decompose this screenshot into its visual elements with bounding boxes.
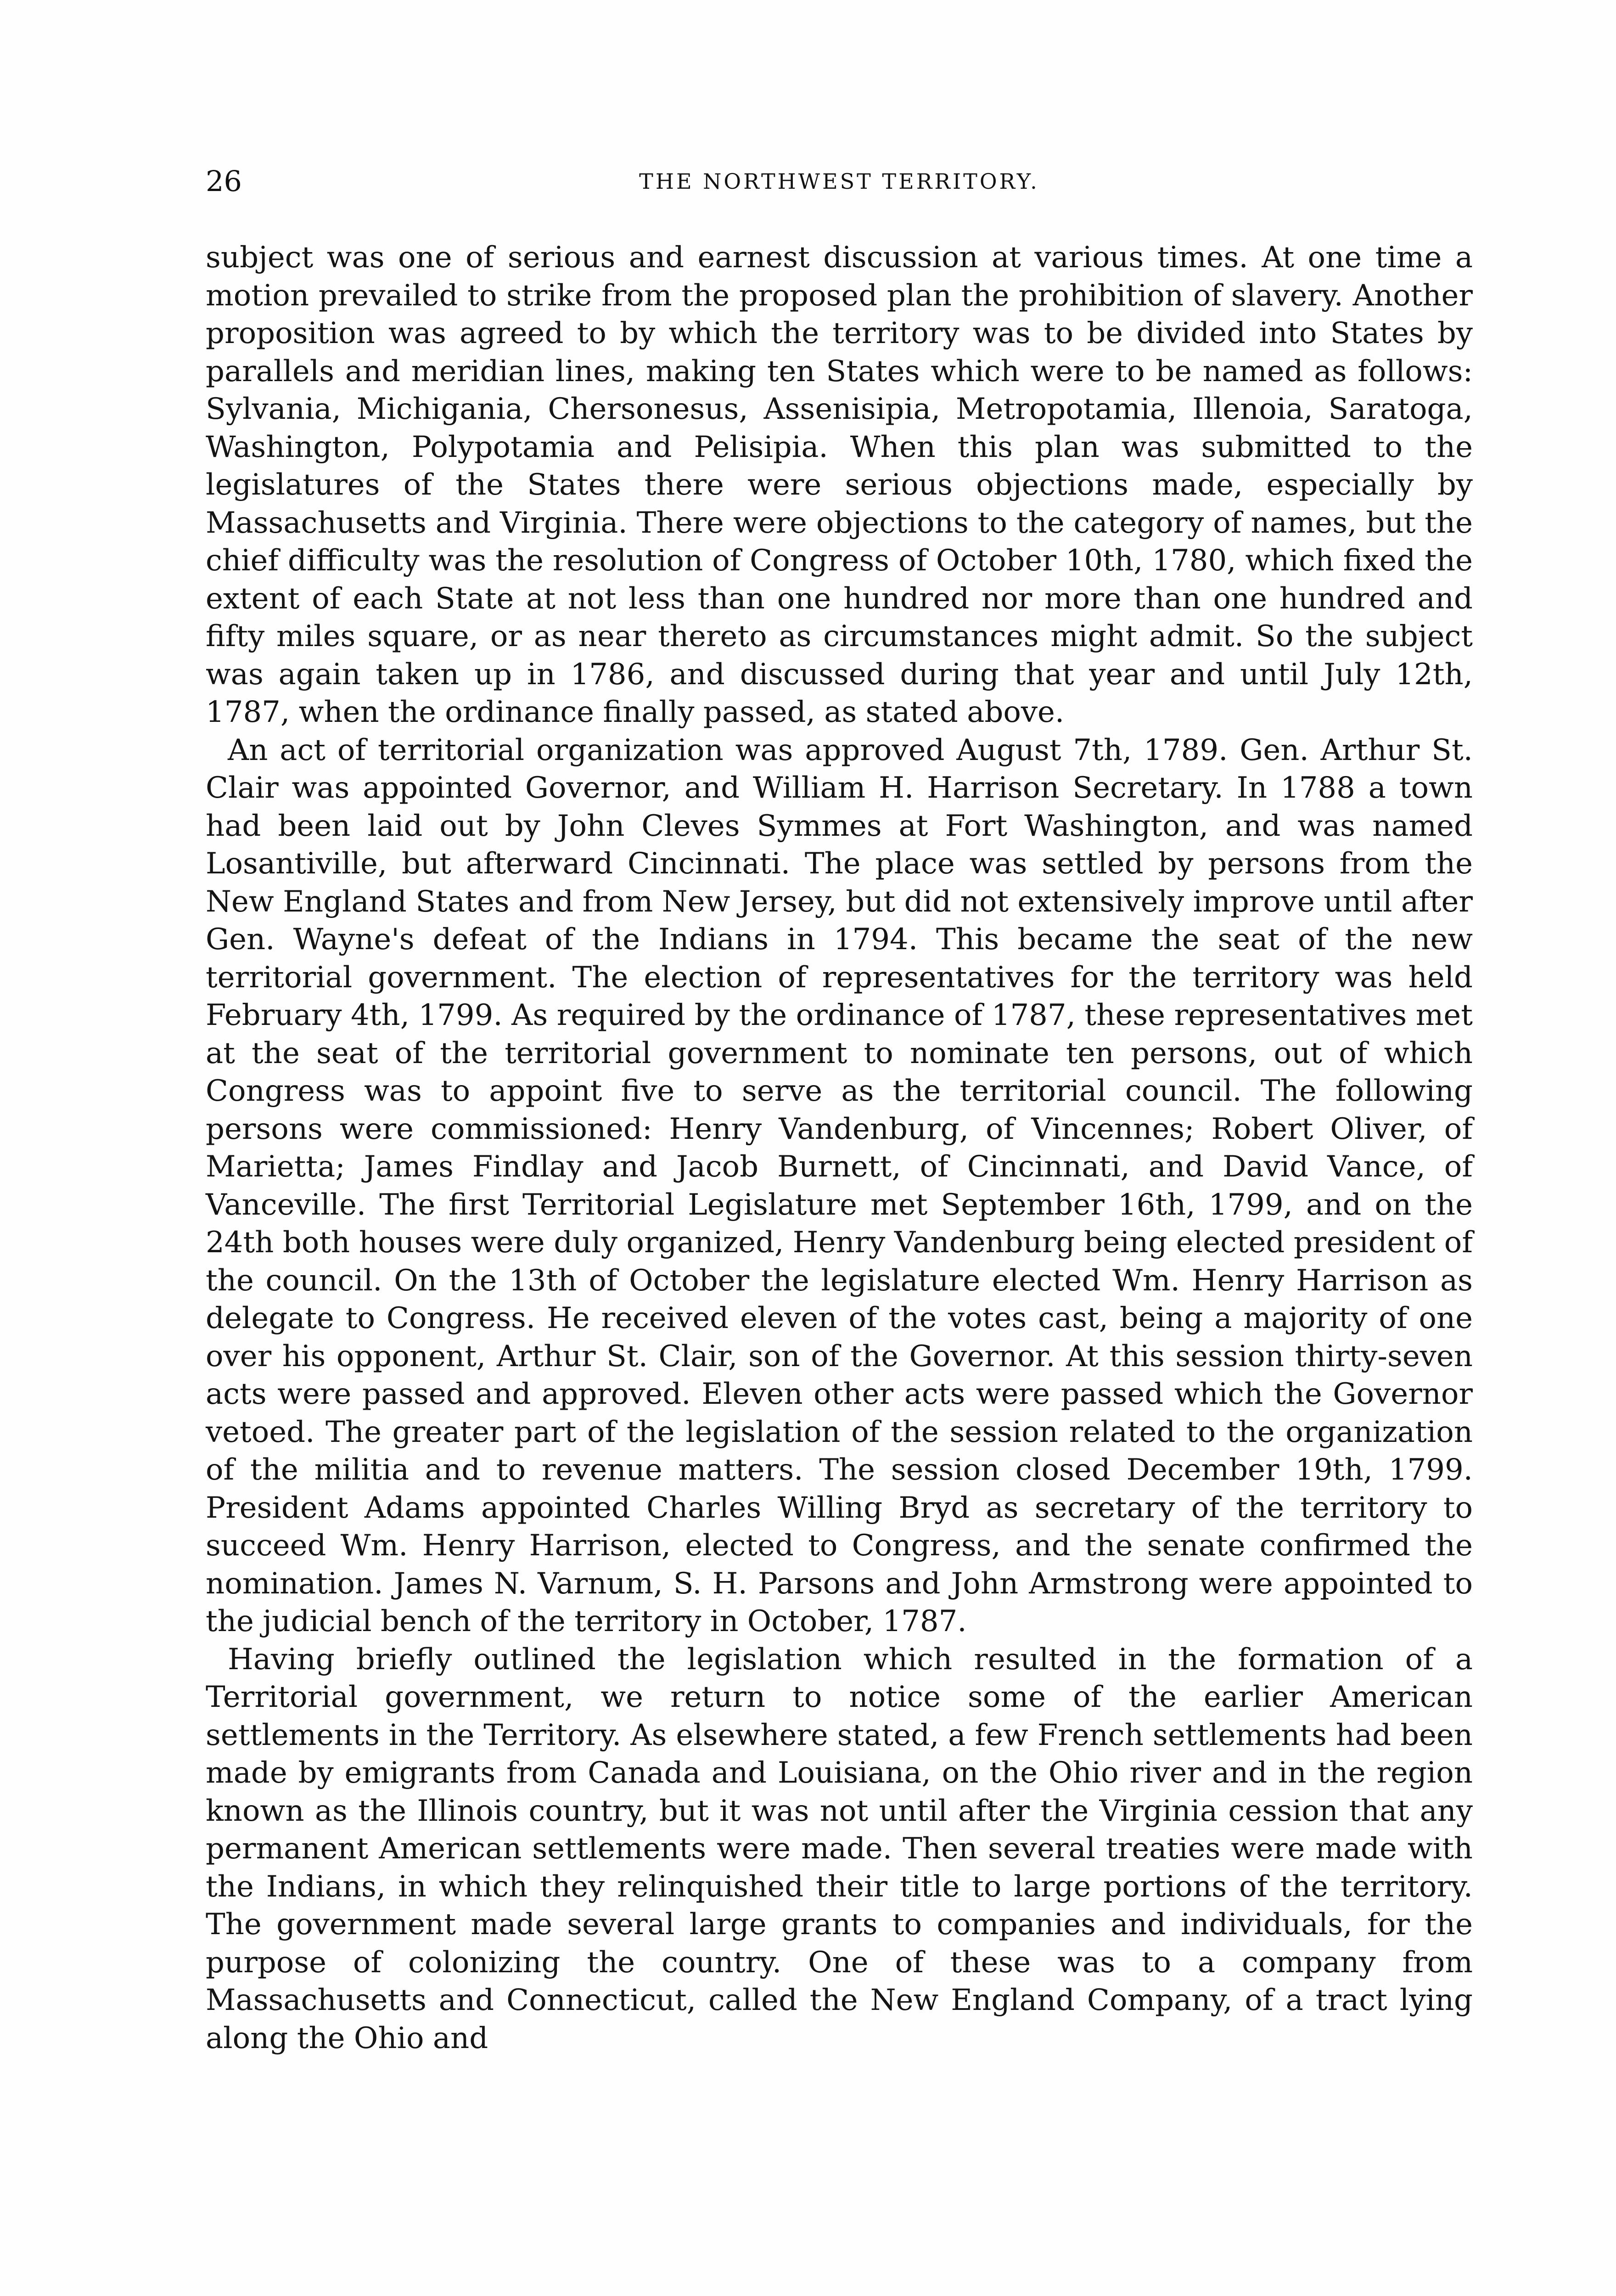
running-title: THE NORTHWEST TERRITORY. — [639, 169, 1039, 194]
paragraph: An act of territorial organization was approved August 7th, 1789. Gen. Arthur St. Clair was appointed Governor, and William H. Harrison Secretary. In 1788 a town had been laid out by John Cleves Symmes at Fort Washington, and was named Losantiville, but afterward Cincinnati. The place was settled by persons from the New England States and from New Jersey, but did not extensively improve until after Gen. Wayne's defeat of the Indians in 1794. This became the seat of the new territorial government. The election of representatives for the territory was held February 4th, 1799. As required by the ordinance of 1787, these representatives met at the seat of the territorial government to nominate ten persons, out of which Congress was to appoint five to serve as the territorial council. The following persons were commissioned: Henry Vandenburg, of Vincennes; Robert Oliver, of Marietta; James Findlay and Jacob Burnett, of Cincinnati, and David Vance, of Vanceville. The first Territorial Legislature met September 16th, 1799, and on the 24th both houses were duly organized, Henry Vandenburg being elected president of the council. On the 13th of October the legislature elected Wm. Henry Harrison as delegate to Congress. He received eleven of the votes cast, being a majority of one over his opponent, Arthur St. Clair, son of the Governor. At this session thirty-seven acts were passed and approved. Eleven other acts were passed which the Governor vetoed. The greater part of the legislation of the session related to the organization of the militia and to revenue matters. The session closed December 19th, 1799. President Adams appointed Charles Willing Bryd as secretary of the territory to succeed Wm. Henry Harrison, elected to Congress, and the senate confirmed the nomination. James N. Varnum, S. H. Parsons and John Armstrong were appointed to the judicial bench of the territory in October, 1787. — [206, 733, 1473, 1638]
paragraph: subject was one of serious and earnest discussion at various times. At one time a motion prevailed to strike from the proposed plan the prohibition of slavery. Another proposition was agreed to by which the territory was to be divided into States by parallels and meridian lines, making ten States which were to be named as follows: Sylvania, Michigania, Chersonesus, Assenisipia, Metropotamia, Illenoia, Saratoga, Washington, Polypotamia and Pelisipia. When this plan was submitted to the legislatures of the States there were serious objections made, especially by Massachusetts and Virginia. There were objections to the category of names, but the chief difficulty was the resolution of Congress of October 10th, 1780, which fixed the extent of each State at not less than one hundred nor more than one hundred and fifty miles square, or as near thereto as circumstances might admit. So the subject was again taken up in 1786, and discussed during that year and until July 12th, 1787, when the ordinance finally passed, as stated above. — [206, 241, 1473, 729]
page-number: 26 — [206, 164, 242, 198]
body-text — [206, 239, 1473, 2057]
page-header — [206, 161, 1473, 202]
paragraph: Having briefly outlined the legislation which resulted in the formation of a Territorial government, we return to notice some of the earlier American settlements in the Territory. As elsewhere stated, a few French settlements had been made by emigrants from Canada and Louisiana, on the Ohio river and in the region known as the Illinois country, but it was not until after the Virginia cession that any permanent American settlements were made. Then several treaties were made with the Indians, in which they relinquished their title to large portions of the territory. The government made several large grants to companies and individuals, for the purpose of colonizing the country. One of these was to a company from Massachusetts and Connecticut, called the New England Company, of a tract lying along the Ohio and — [206, 1642, 1473, 2055]
